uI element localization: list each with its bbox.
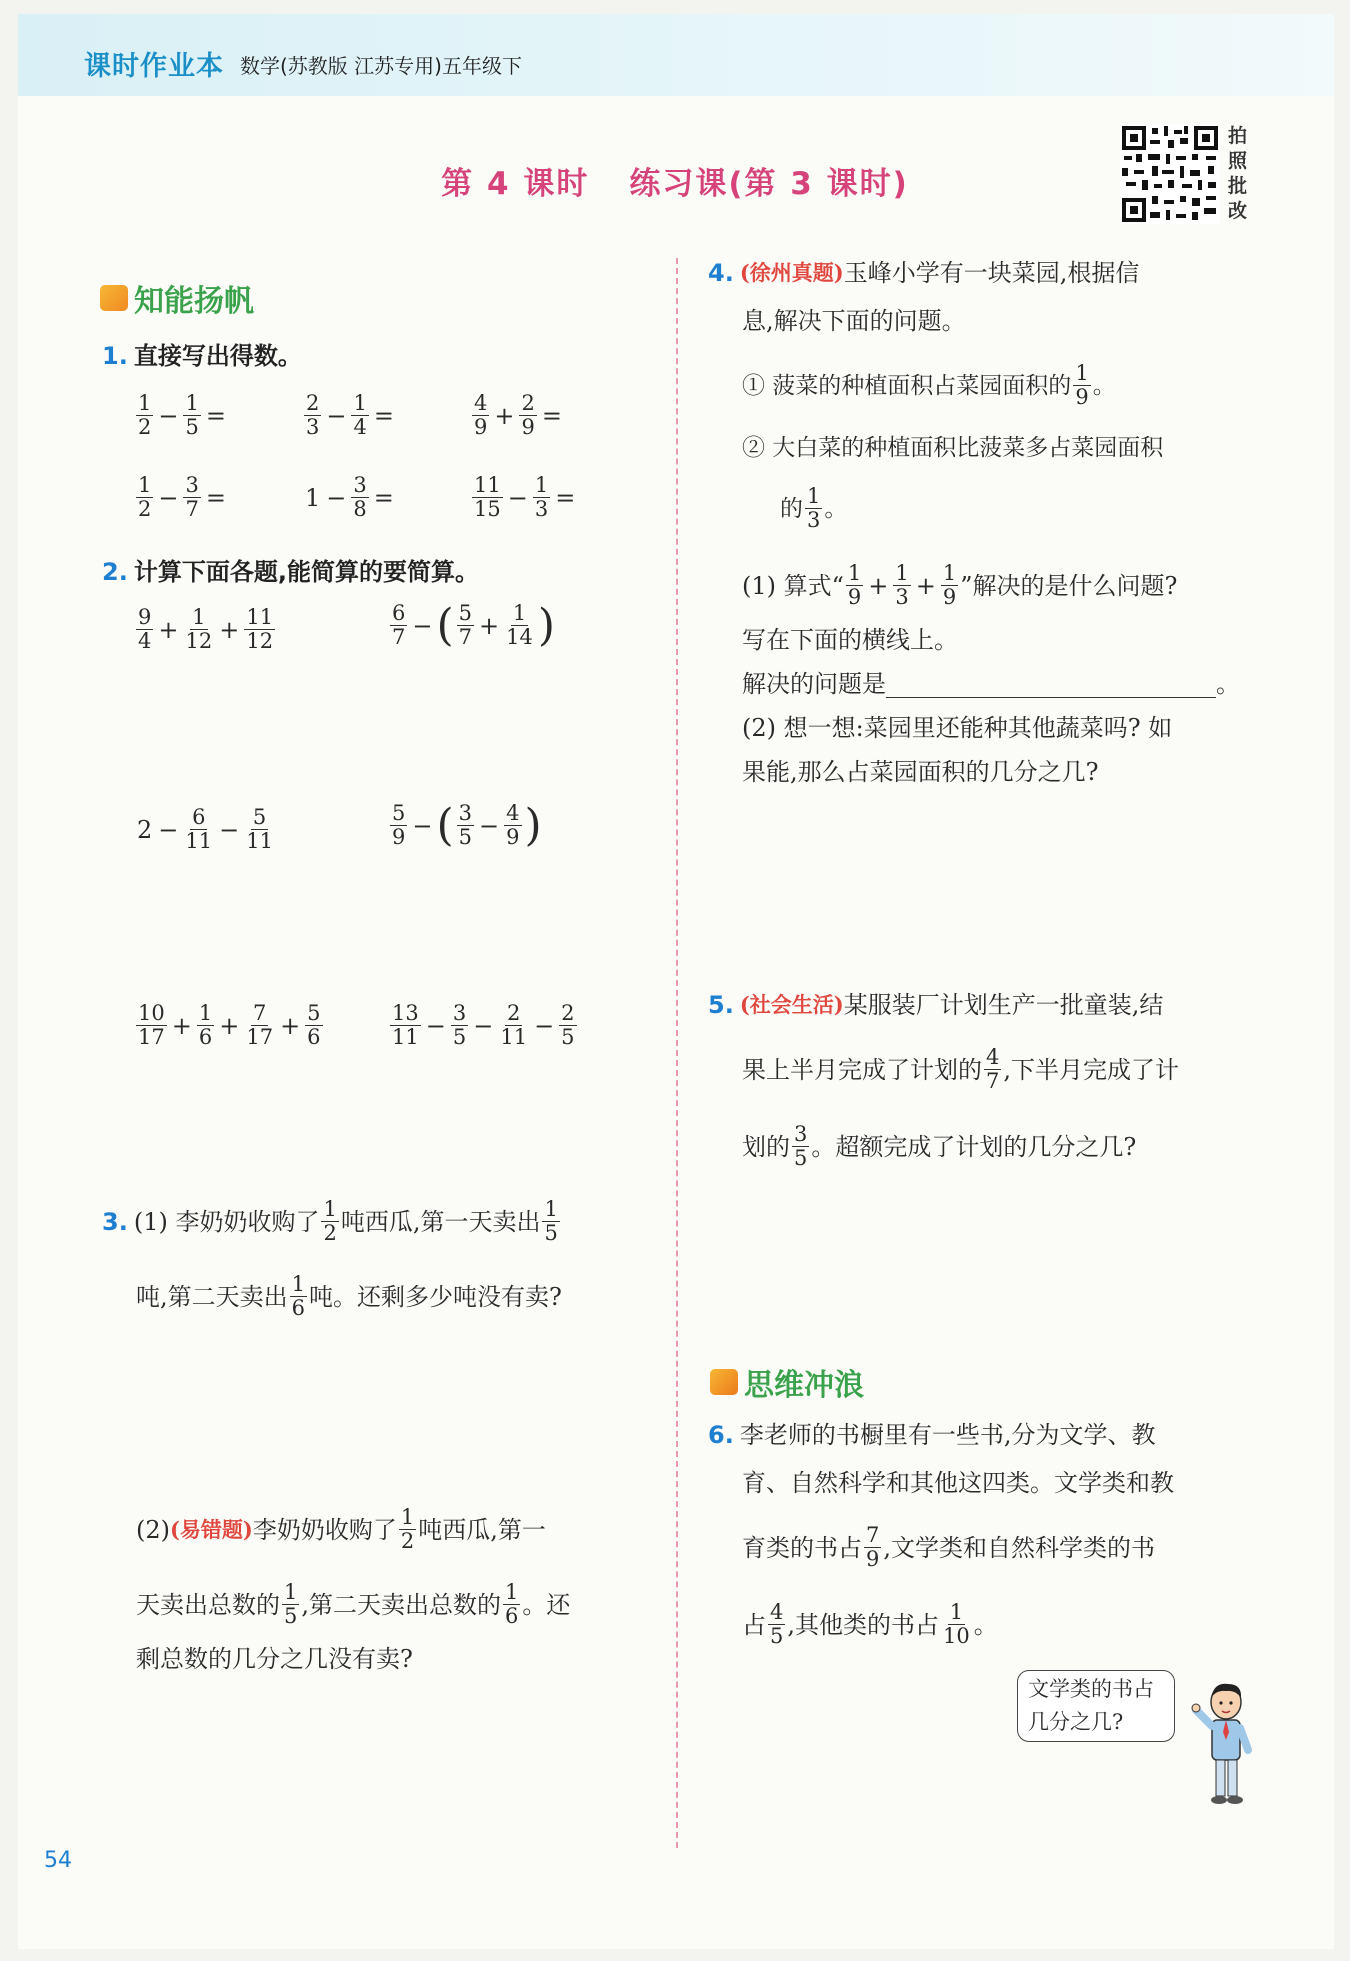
fraction: $\frac{2}{9}$ [521,391,535,439]
lesson-number: 第 4 课时 [441,166,590,202]
fraction: $\frac{1}{5}$ [185,391,199,439]
question-1 [102,336,302,373]
sail-icon [100,285,128,311]
brand-title: 课时作业本 [84,51,224,82]
fraction: $\frac{11}{15}$ [474,473,501,521]
question-number: 6. [708,1421,734,1449]
question-6: 6. 李老师的书橱里有一些书,分为文学、教 育、自然科学和其他这四类。文学类和教 育类的书占 $\frac{7}{9}$ ,文学类和自然科学类的书 占 $\frac{4}{5}$ ,其他类的书占 $\frac{1}{10}$ 。 [708,1421,1174,1648]
qr-label-char: 改 [1228,200,1248,222]
section-heading-2 [710,1360,864,1404]
question-3: 3. (1) 李奶奶收购了 $\frac{1}{2}$ 吨西瓜,第一天卖出 $\frac{1}{5}$ 吨,第二天卖出 $\frac{1}{6}$ 吨。还剩多少吨没有卖? [102,1197,562,1320]
question-2 [102,552,479,589]
q1-expr-6: $\frac{11}{15}$ − $\frac{1}{3}$ = [474,473,576,521]
tag-label: (易错题) [170,1516,253,1542]
fraction: $\frac{2}{3}$ [306,391,320,439]
student-illustration [1190,1680,1260,1810]
wave-icon [710,1369,738,1395]
section-title: 思维冲浪 [744,1368,864,1403]
qr-label-char: 照 [1228,150,1248,172]
bubble-line: 文学类的书占 [1028,1677,1154,1701]
section-heading-1 [100,276,254,320]
qr-code[interactable] [1120,124,1220,224]
question-number: 1. [102,342,128,370]
question-number: 2. [102,558,128,586]
question-title: 直接写出得数。 [133,342,302,370]
q2-expr-2: $\frac{6}{7}$ − ( $\frac{5}{7}$ + $\frac{1}{14}$ ) [392,599,556,651]
page-number: 54 [44,1848,72,1873]
lesson-type: 练习课(第 3 课时) [629,166,909,202]
column-divider [676,258,678,1848]
fraction: $\frac{1}{2}$ [138,473,152,521]
q2-expr-4: $\frac{5}{9}$ − ( $\frac{3}{5}$ − $\frac{4}{9}$ ) [392,799,542,851]
fraction: $\frac{1}{3}$ [534,473,549,521]
speech-bubble [1017,1670,1175,1742]
fraction: $\frac{3}{7}$ [185,473,199,521]
question-5: 5. (社会生活) 某服装厂计划生产一批童装,结 果上半月完成了计划的 $\frac{4}{7}$ ,下半月完成了计 划的 $\frac{3}{5}$ 。超额完成了计划的几分之几? [708,988,1268,1170]
question-4: 4. (徐州真题) 玉峰小学有一块菜园,根据信 息,解决下面的问题。 ① 菠菜的种植面积占菜园面积的 $\frac{1}{9}$ 。 ② 大白菜的种植面积比菠菜多占菜园面积 的 $\frac{1}{3}$ 。 (1) 算式“ $\frac{1}{9}$ + $\frac{1}{3}$ + $\frac{1}{9}$ ”解决的是什么问题? 写在下面的横线上。 解决的问题是 。 (2) 想一想:菜园里还能种其他蔬菜吗? 如 果能,那么占菜园面积的几分之几? [708,256,1268,789]
q1-expr-1: $\frac{1}{2}$ − $\frac{1}{5}$ = [138,391,226,439]
q1-expr-4: $\frac{1}{2}$ − $\frac{3}{7}$ = [138,473,226,521]
q2-expr-3: 2 − $\frac{6}{11}$ − $\frac{5}{11}$ [137,805,273,853]
fraction: $\frac{4}{9}$ [474,391,488,439]
question-number: 5. [708,991,734,1019]
question-number: 3. [102,1207,128,1236]
q1-expr-5: 1 − $\frac{3}{8}$ = [305,473,394,521]
qr-label-char: 批 [1228,175,1248,197]
bubble-line: 几分之几? [1028,1710,1124,1734]
q1-expr-3: $\frac{4}{9}$ + $\frac{2}{9}$ = [474,391,562,439]
fraction: $\frac{1}{2}$ [138,391,152,439]
q2-expr-5: $\frac{10}{17}$ + $\frac{1}{6}$ + $\frac{7}{17}$ + $\frac{5}{6}$ [138,1001,321,1049]
answer-line[interactable] [886,671,1216,698]
qr-label [1228,124,1250,224]
subject-line: 数学(苏教版 江苏专用)五年级下 [240,54,522,78]
fraction: $\frac{3}{8}$ [353,473,367,521]
question-title: 计算下面各题,能简算的要简算。 [133,558,479,586]
fraction: $\frac{1}{4}$ [353,391,367,439]
question-number: 4. [708,259,734,287]
q2-expr-1: $\frac{9}{4}$ + $\frac{1}{12}$ + $\frac{11}{12}$ [138,605,274,653]
tag-label: (徐州真题) [739,260,844,285]
tag-label: (社会生活) [739,992,844,1017]
section-title: 知能扬帆 [134,284,254,319]
question-3-part-2: (2) (易错题) 李奶奶收购了 $\frac{1}{2}$ 吨西瓜,第一 天卖出总数的 $\frac{1}{5}$ ,第二天卖出总数的 $\frac{1}{6}$ 。还 剩总数的几分之几没有卖? [136,1505,571,1673]
q2-expr-6: $\frac{13}{11}$ − $\frac{3}{5}$ − $\frac{2}{11}$ − $\frac{2}{5}$ [392,1001,575,1049]
qr-label-char: 拍 [1228,125,1248,147]
q1-expr-2: $\frac{2}{3}$ − $\frac{1}{4}$ = [306,391,394,439]
